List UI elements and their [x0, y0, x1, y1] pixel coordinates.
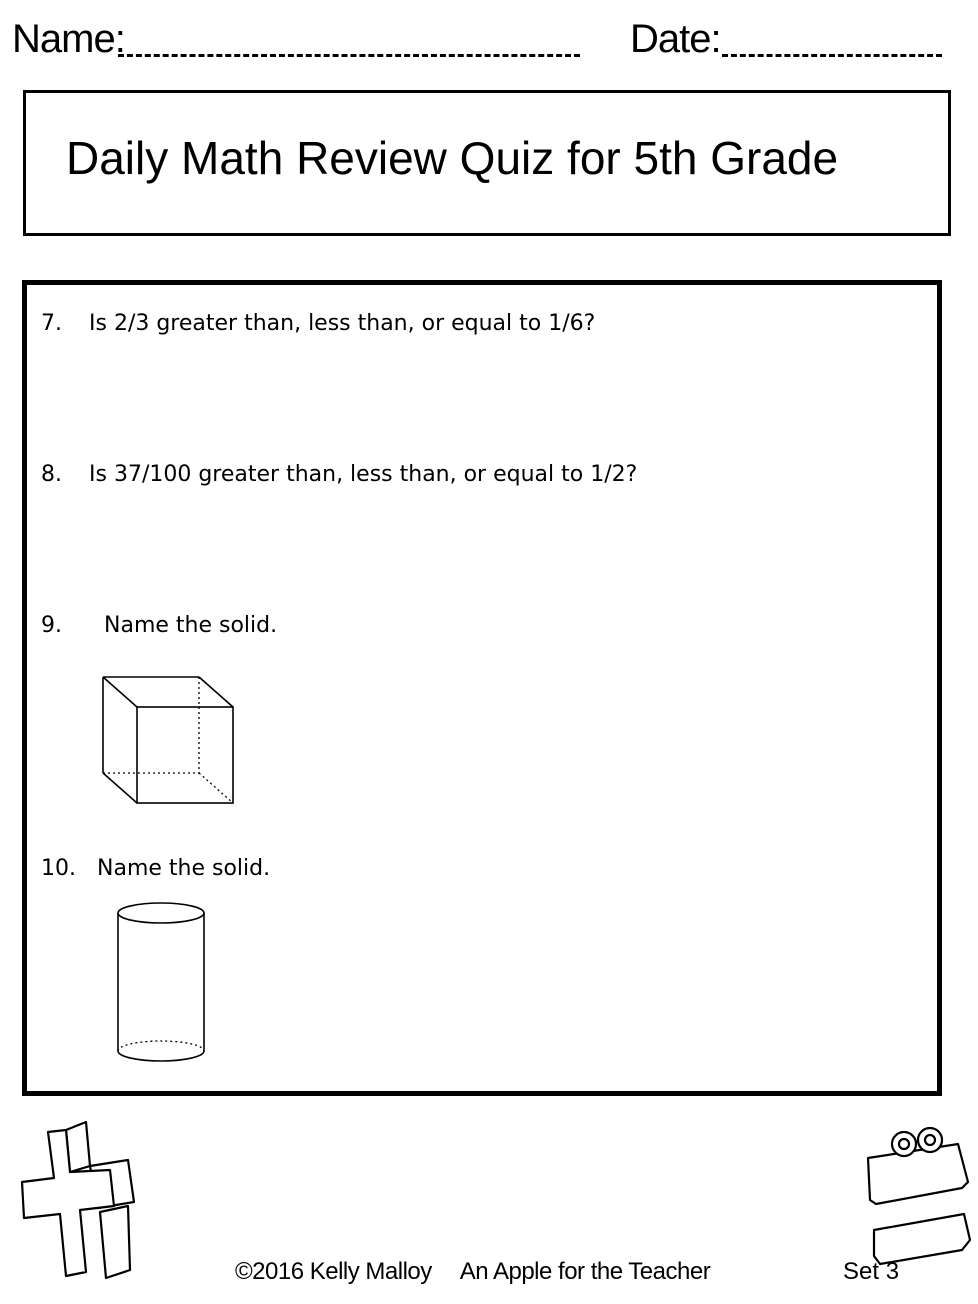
question-8 — [41, 461, 637, 489]
equals-icon — [858, 1118, 976, 1266]
question-number: 8. — [41, 462, 62, 487]
name-blank-line[interactable] — [118, 54, 580, 57]
quiz-box — [22, 280, 942, 1096]
question-text: Is 2/3 greater than, less than, or equal to 1/6? — [89, 311, 596, 336]
title-box — [23, 90, 951, 236]
set-label: Set 3 — [843, 1258, 900, 1285]
question-text: Is 37/100 greater than, less than, or equal to 1/2? — [89, 462, 638, 487]
cylinder-icon — [115, 901, 207, 1063]
footer — [235, 1258, 710, 1286]
page-title: Daily Math Review Quiz for 5th Grade — [66, 132, 839, 184]
name-label: Name: — [12, 17, 125, 61]
question-number: 7. — [41, 311, 62, 336]
question-number: 9. — [41, 613, 62, 638]
question-9 — [41, 612, 277, 640]
question-7 — [41, 310, 595, 338]
copyright-text: ©2016 Kelly Malloy — [235, 1258, 432, 1285]
publisher-text: An Apple for the Teacher — [459, 1258, 711, 1285]
question-number: 10. — [41, 856, 76, 881]
cube-icon — [97, 671, 247, 811]
plus-icon — [18, 1120, 143, 1285]
question-text: Name the solid. — [97, 856, 271, 881]
date-blank-line[interactable] — [722, 54, 942, 57]
question-text: Name the solid. — [104, 613, 278, 638]
date-label: Date: — [630, 17, 721, 61]
question-10 — [41, 855, 270, 883]
